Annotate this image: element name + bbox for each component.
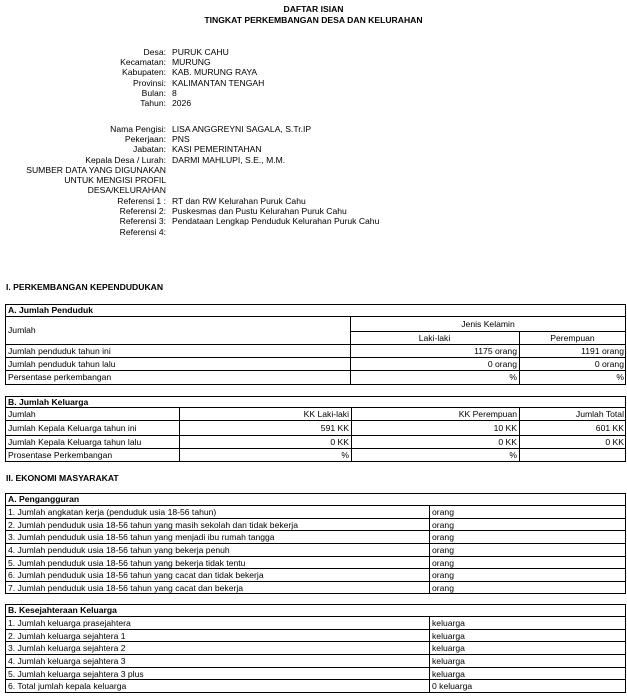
cell-value: 10 KK — [493, 423, 517, 433]
cell-value: orang — [432, 583, 454, 593]
cell-value: % — [509, 450, 517, 460]
kabupaten-value: KAB. MURUNG RAYA — [172, 67, 258, 77]
cell-value: orang — [432, 545, 454, 555]
cell-value: 1175 orang — [474, 346, 517, 356]
row-label: 6. Total jumlah kepala keluarga — [8, 681, 127, 691]
column-header: Laki-laki — [418, 333, 451, 343]
row-label: Jumlah penduduk tahun ini — [8, 346, 111, 356]
cell-value: orang — [432, 558, 454, 568]
sumber-line-3: DESA/KELURAHAN — [87, 185, 166, 195]
bulan-value: 8 — [172, 88, 177, 98]
section-2-title: II. EKONOMI MASYARAKAT — [6, 473, 119, 483]
kepala-desa-label: Kepala Desa / Lurah: — [85, 155, 166, 165]
tahun-label: Tahun: — [140, 98, 166, 108]
row-label: 1. Jumlah keluarga prasejahtera — [8, 618, 131, 628]
cell-value: 0 KK — [330, 437, 349, 447]
nama-pengisi-label: Nama Pengisi: — [110, 124, 166, 134]
cell-value: keluarga — [432, 669, 465, 679]
row-label: 2. Jumlah penduduk usia 18-56 tahun yang masih sekolah dan tidak bekerja — [8, 520, 298, 530]
cell-value: 0 KK — [498, 437, 517, 447]
cell-value: orang — [432, 507, 454, 517]
row-label: 6. Jumlah penduduk usia 18-56 tahun yang cacat dan tidak bekerja — [8, 570, 264, 580]
jabatan-value: KASI PEMERINTAHAN — [172, 144, 262, 154]
sumber-line-1: SUMBER DATA YANG DIGUNAKAN — [26, 165, 166, 175]
cell-value: orang — [432, 532, 454, 542]
referensi-1-label: Referensi 1 : — [117, 196, 166, 206]
document-subtitle: TINGKAT PERKEMBANGAN DESA DAN KELURAHAN — [204, 15, 423, 25]
column-header: Perempuan — [550, 333, 595, 343]
cell-value: orang — [432, 570, 454, 580]
row-label: 7. Jumlah penduduk usia 18-56 tahun yang cacat dan bekerja — [8, 583, 244, 593]
column-group-header: Jenis Kelamin — [461, 319, 515, 329]
cell-value: 0 KK — [605, 437, 624, 447]
referensi-2-value: Puskesmas dan Pustu Kelurahan Puruk Cahu — [172, 206, 347, 216]
row-label: 4. Jumlah keluarga sejahtera 3 — [8, 656, 126, 666]
cell-value: 601 KK — [595, 423, 624, 433]
row-label: Jumlah Kepala Keluarga tahun lalu — [8, 437, 142, 447]
row-label: 1. Jumlah angkatan kerja (penduduk usia 18-56 tahun) — [8, 507, 217, 517]
cell-value: 0 orang — [487, 359, 517, 369]
row-label: 2. Jumlah keluarga sejahtera 1 — [8, 631, 126, 641]
row-label: 5. Jumlah penduduk usia 18-56 tahun yang bekerja tidak tentu — [8, 558, 246, 568]
row-label: 3. Jumlah keluarga sejahtera 2 — [8, 643, 126, 653]
cell-value: 591 KK — [320, 423, 349, 433]
nama-pengisi-value: LISA ANGGREYNI SAGALA, S.Tr.IP — [172, 124, 312, 134]
pekerjaan-value: PNS — [172, 134, 190, 144]
section-1-title: I. PERKEMBANGAN KEPENDUDUKAN — [6, 282, 164, 292]
cell-value: keluarga — [432, 631, 465, 641]
column-header: KK Laki-laki — [303, 409, 349, 419]
cell-value: orang — [432, 520, 454, 530]
cell-value: % — [616, 372, 624, 382]
row-label: Persentase perkembangan — [8, 372, 112, 382]
row-label: Jumlah Kepala Keluarga tahun ini — [8, 423, 137, 433]
referensi-1-value: RT dan RW Kelurahan Puruk Cahu — [172, 196, 306, 206]
referensi-2-label: Referensi 2: — [119, 206, 166, 216]
row-label: 3. Jumlah penduduk usia 18-56 tahun yang menjadi ibu rumah tangga — [8, 532, 275, 542]
desa-label: Desa: — [143, 47, 166, 57]
column-header: Jumlah — [8, 409, 36, 419]
cell-value: keluarga — [432, 618, 465, 628]
referensi-4-label: Referensi 4: — [119, 227, 166, 237]
table-title: A. Pengangguran — [8, 494, 80, 504]
sumber-line-2: UNTUK MENGISI PROFIL — [64, 175, 166, 185]
cell-value: keluarga — [432, 656, 465, 666]
cell-value: 0 keluarga — [432, 681, 473, 691]
provinsi-label: Provinsi: — [133, 78, 166, 88]
tahun-value: 2026 — [172, 98, 192, 108]
column-header: KK Perempuan — [458, 409, 517, 419]
table-title: A. Jumlah Penduduk — [8, 305, 93, 315]
cell-value: keluarga — [432, 643, 465, 653]
desa-value: PURUK CAHU — [172, 47, 229, 57]
row-label: 4. Jumlah penduduk usia 18-56 tahun yang bekerja penuh — [8, 545, 230, 555]
provinsi-value: KALIMANTAN TENGAH — [172, 78, 265, 88]
row-label: Prosentase Perkembangan — [8, 450, 113, 460]
cell-value: % — [341, 450, 349, 460]
column-header: Jumlah — [8, 325, 36, 335]
row-label: Jumlah penduduk tahun lalu — [8, 359, 116, 369]
referensi-3-value: Pendataan Lengkap Penduduk Kelurahan Puruk Cahu — [172, 216, 380, 226]
cell-value: % — [509, 372, 517, 382]
referensi-3-label: Referensi 3: — [119, 216, 166, 226]
table-title: B. Kesejahteraan Keluarga — [8, 605, 117, 615]
kecamatan-value: MURUNG — [172, 57, 211, 67]
pekerjaan-label: Pekerjaan: — [124, 134, 166, 144]
row-label: 5. Jumlah keluarga sejahtera 3 plus — [8, 669, 144, 679]
cell-value: 0 orang — [594, 359, 624, 369]
kepala-desa-value: DARMI MAHLUPI, S.E., M.M. — [172, 155, 286, 165]
bulan-label: Bulan: — [141, 88, 166, 98]
table-title: B. Jumlah Keluarga — [8, 397, 89, 407]
column-header: Jumlah Total — [575, 409, 624, 419]
document-title: DAFTAR ISIAN — [283, 4, 344, 14]
jabatan-label: Jabatan: — [133, 144, 166, 154]
cell-value: 1191 orang — [581, 346, 624, 356]
kabupaten-label: Kabupaten: — [122, 67, 166, 77]
kecamatan-label: Kecamatan: — [120, 57, 166, 67]
